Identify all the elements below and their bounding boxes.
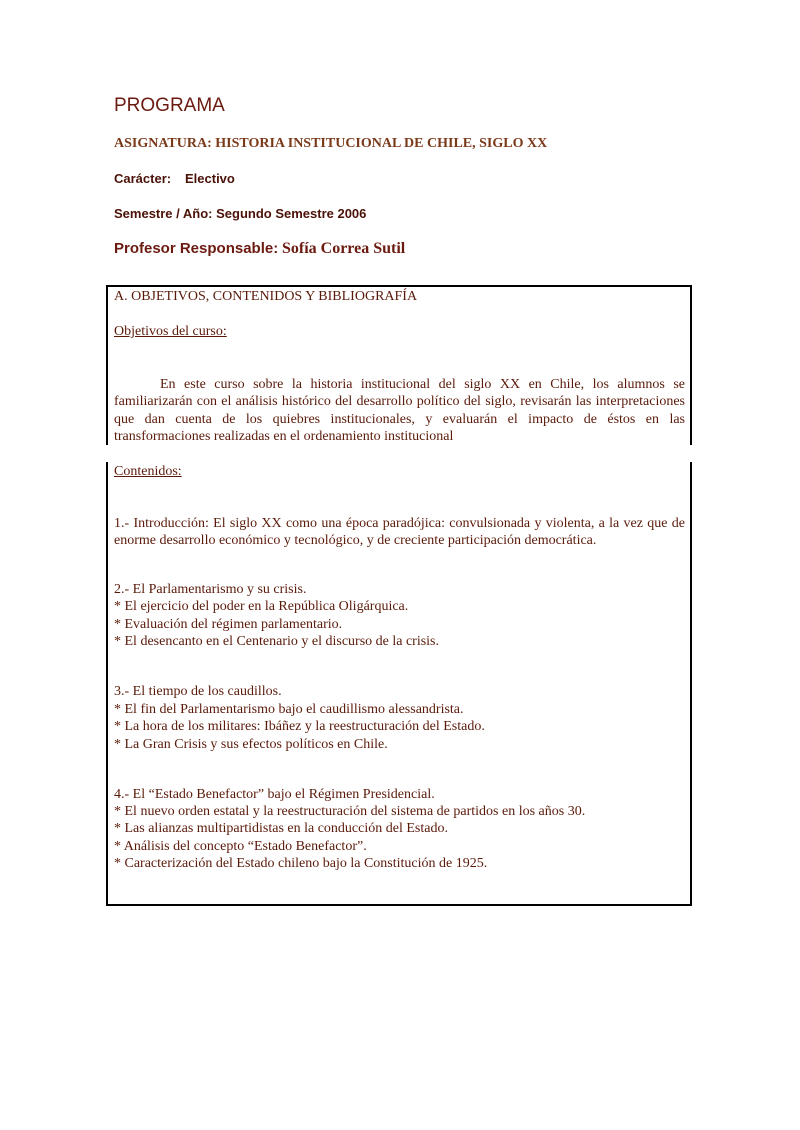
caracter-line <box>114 171 235 186</box>
page-title: PROGRAMA <box>114 95 225 116</box>
objetivos-label: Objetivos del curso: <box>114 324 227 339</box>
unit-4-item: * Las alianzas multipartidistas en la conducción del Estado. <box>114 821 448 836</box>
objetivos-paragraph <box>114 376 685 445</box>
unit-4-title: 4.- El “Estado Benefactor” bajo el Régimen Presidencial. <box>114 787 435 802</box>
contenidos-label: Contenidos: <box>114 464 182 479</box>
caracter-value: Electivo <box>185 171 235 186</box>
profesor-label: Profesor Responsable: <box>114 240 279 257</box>
profesor-line <box>114 240 405 258</box>
unit-2-title: 2.- El Parlamentarismo y su crisis. <box>114 582 307 597</box>
objetivos-text: En este curso sobre la historia institucional del siglo XX en Chile, los alumnos se familiarizarán con el análisis histórico del desarrollo político del siglo, revisarán las interpretaciones que dan cuenta de los quiebres institucionales, y evaluarán el impacto de éstos en las transformaciones realizadas en el ordenamiento institucional <box>114 377 685 444</box>
unit-3-item: * La Gran Crisis y sus efectos políticos en Chile. <box>114 737 388 752</box>
unit-2-item: * Evaluación del régimen parlamentario. <box>114 617 343 632</box>
unit-1-title: 1.- Introducción: El siglo XX como una época paradójica: convulsionada y violenta, a la vez que de enorme desarrollo económico y tecnológico, y de creciente participación democrática. <box>114 516 685 549</box>
section-a-heading: A. OBJETIVOS, CONTENIDOS Y BIBLIOGRAFÍA <box>114 289 418 304</box>
semestre-line: Semestre / Año: Segundo Semestre 2006 <box>114 206 367 221</box>
subject-heading: ASIGNATURA: HISTORIA INSTITUCIONAL DE CHILE, SIGLO XX <box>114 136 548 151</box>
profesor-name: Sofía Correa Sutil <box>281 240 406 257</box>
unit-4-item: * Caracterización del Estado chileno bajo la Constitución de 1925. <box>114 856 488 871</box>
unit-2-item: * El ejercicio del poder en la República Oligárquica. <box>114 599 409 614</box>
caracter-label: Carácter: <box>114 171 172 186</box>
unit-3-title: 3.- El tiempo de los caudillos. <box>114 684 282 699</box>
unit-2-item: * El desencanto en el Centenario y el discurso de la crisis. <box>114 634 440 649</box>
unit-4-item: * Análisis del concepto “Estado Benefactor”. <box>114 839 367 854</box>
unit-3-item: * El fin del Parlamentarismo bajo el caudillismo alessandrista. <box>114 702 464 717</box>
unit-4-item: * El nuevo orden estatal y la reestructuración del sistema de partidos en los años 30. <box>114 804 586 819</box>
unit-3-item: * La hora de los militares: Ibáñez y la reestructuración del Estado. <box>114 719 485 734</box>
